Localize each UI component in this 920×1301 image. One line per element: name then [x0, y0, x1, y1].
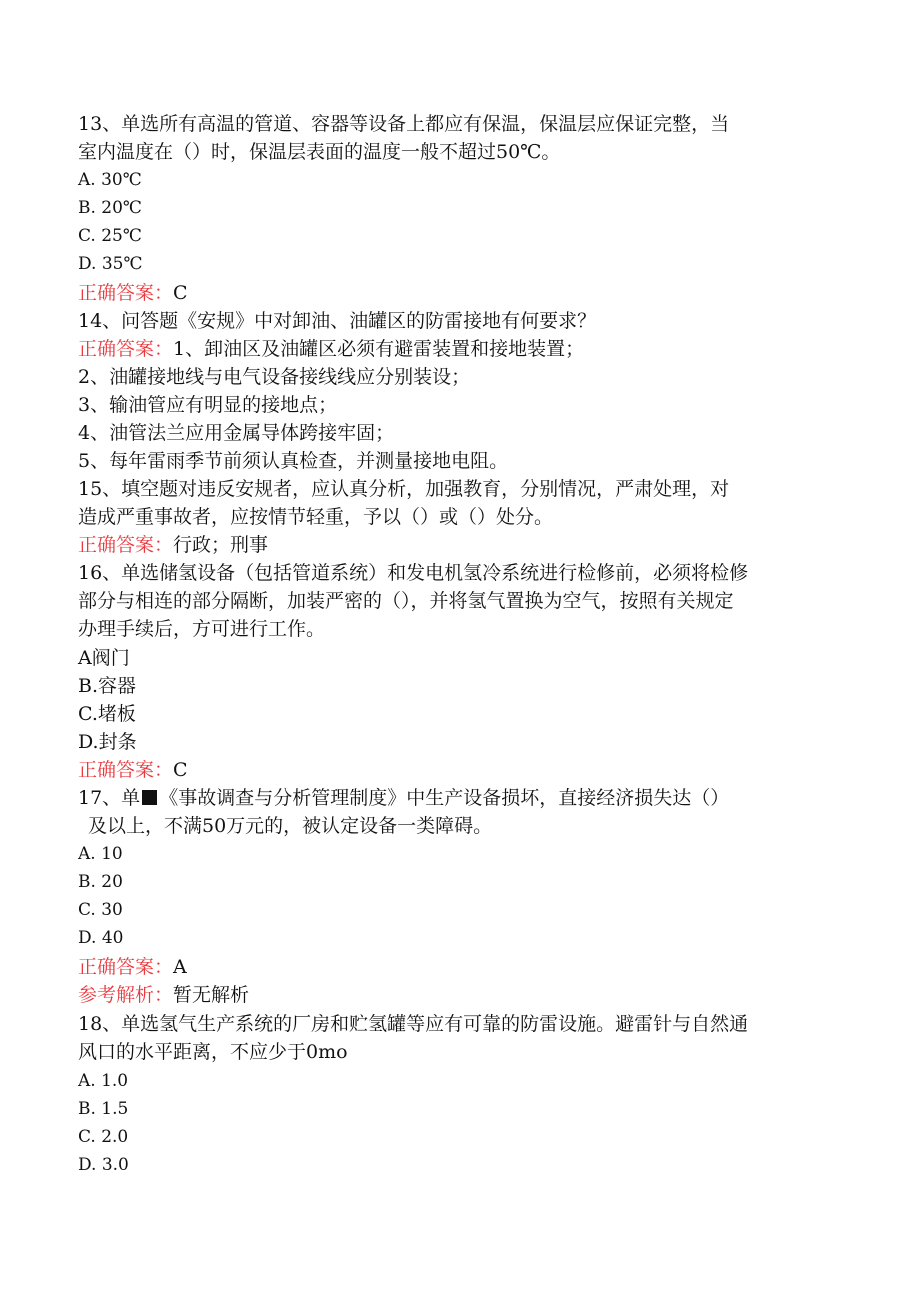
- q14-answer-line-5: 5、每年雷雨季节前须认真检查，并测量接地电阻。: [78, 450, 509, 472]
- q17-analysis: [78, 981, 249, 1009]
- q17-answer: [78, 953, 187, 981]
- answer-value: C: [173, 759, 188, 781]
- answer-label: 正确答案：: [78, 338, 174, 360]
- q14-answer-line-2: 2、油罐接地线与电气设备接线线应分别装设；: [78, 366, 471, 388]
- q13-option-b: B. 20℃: [78, 198, 142, 218]
- q18-option-b: B. 1.5: [78, 1099, 129, 1119]
- q17-option-a: A. 10: [78, 844, 123, 864]
- answer-value: 行政；刑事: [173, 534, 269, 556]
- q15-answer: [78, 531, 268, 559]
- q14-stem-line-1: 14、问答题《安规》中对卸油、油罐区的防雷接地有何要求？: [78, 310, 597, 332]
- q17-stem-prefix: 17、单: [78, 787, 141, 809]
- q13-stem-line-1: 13、单选所有高温的管道、容器等设备上都应有保温，保温层应保证完整，当: [78, 113, 730, 135]
- answer-value: 1、卸油区及油罐区必须有避雷装置和接地装置；: [173, 338, 585, 360]
- q16-stem-line-1: 16、单选储氢设备（包括管道系统）和发电机氢冷系统进行检修前，必须将检修: [78, 562, 749, 584]
- answer-label: 正确答案：: [78, 534, 174, 556]
- analysis-label: 参考解析：: [78, 984, 174, 1006]
- q16-option-d: D.封条: [78, 731, 137, 753]
- q17-option-b: B. 20: [78, 872, 123, 892]
- q17-stem-rest: 《事故调查与分析管理制度》中生产设备损坏，直接经济损失达（）: [159, 787, 730, 809]
- answer-label: 正确答案：: [78, 956, 174, 978]
- q13-stem-line-2: 室内温度在（）时，保温层表面的温度一般不超过50℃。: [78, 141, 561, 163]
- q16-option-b: B.容器: [78, 675, 137, 697]
- q16-answer: [78, 756, 188, 784]
- q17-option-d: D. 40: [78, 928, 124, 948]
- q13-answer: [78, 279, 188, 307]
- q18-stem-line-1: 18、单选氢气生产系统的厂房和贮氢罐等应有可靠的防雷设施。避雷针与自然通: [78, 1013, 749, 1035]
- q16-option-c: C.堵板: [78, 703, 136, 725]
- q18-option-a: A. 1.0: [78, 1071, 129, 1091]
- q15-stem-line-1: 15、填空题对违反安规者，应认真分析，加强教育，分别情况，严肃处理，对: [78, 478, 730, 500]
- q14-answer-line-3: 3、输油管应有明显的接地点；: [78, 394, 338, 416]
- q16-option-a: A阀门: [78, 647, 130, 669]
- analysis-value: 暂无解析: [173, 984, 250, 1006]
- q13-option-a: A. 30℃: [78, 170, 142, 190]
- q16-stem-line-2: 部分与相连的部分隔断，加装严密的（），并将氢气置换为空气，按照有关规定: [78, 590, 734, 612]
- q17-stem-line-2: 及以上，不满50万元的，被认定设备一类障碍。: [88, 815, 493, 837]
- q14-answer: [78, 335, 584, 363]
- q17-option-c: C. 30: [78, 900, 123, 920]
- q17-stem-line-1: [78, 784, 729, 812]
- q15-stem-line-2: 造成严重事故者，应按情节轻重，予以（）或（）处分。: [78, 506, 554, 528]
- q13-option-c: C. 25℃: [78, 226, 142, 246]
- q18-option-d: D. 3.0: [78, 1155, 129, 1175]
- q18-option-c: C. 2.0: [78, 1127, 129, 1147]
- answer-label: 正确答案：: [78, 282, 174, 304]
- redaction-block-icon: [142, 790, 157, 805]
- q13-option-d: D. 35℃: [78, 254, 143, 274]
- answer-value: A: [173, 956, 187, 978]
- answer-label: 正确答案：: [78, 759, 174, 781]
- q16-stem-line-3: 办理手续后，方可进行工作。: [78, 618, 326, 640]
- q18-stem-line-2: 风口的水平距离，不应少于0mo: [78, 1041, 348, 1063]
- q14-answer-line-4: 4、油管法兰应用金属导体跨接牢固；: [78, 422, 395, 444]
- answer-value: C: [173, 282, 188, 304]
